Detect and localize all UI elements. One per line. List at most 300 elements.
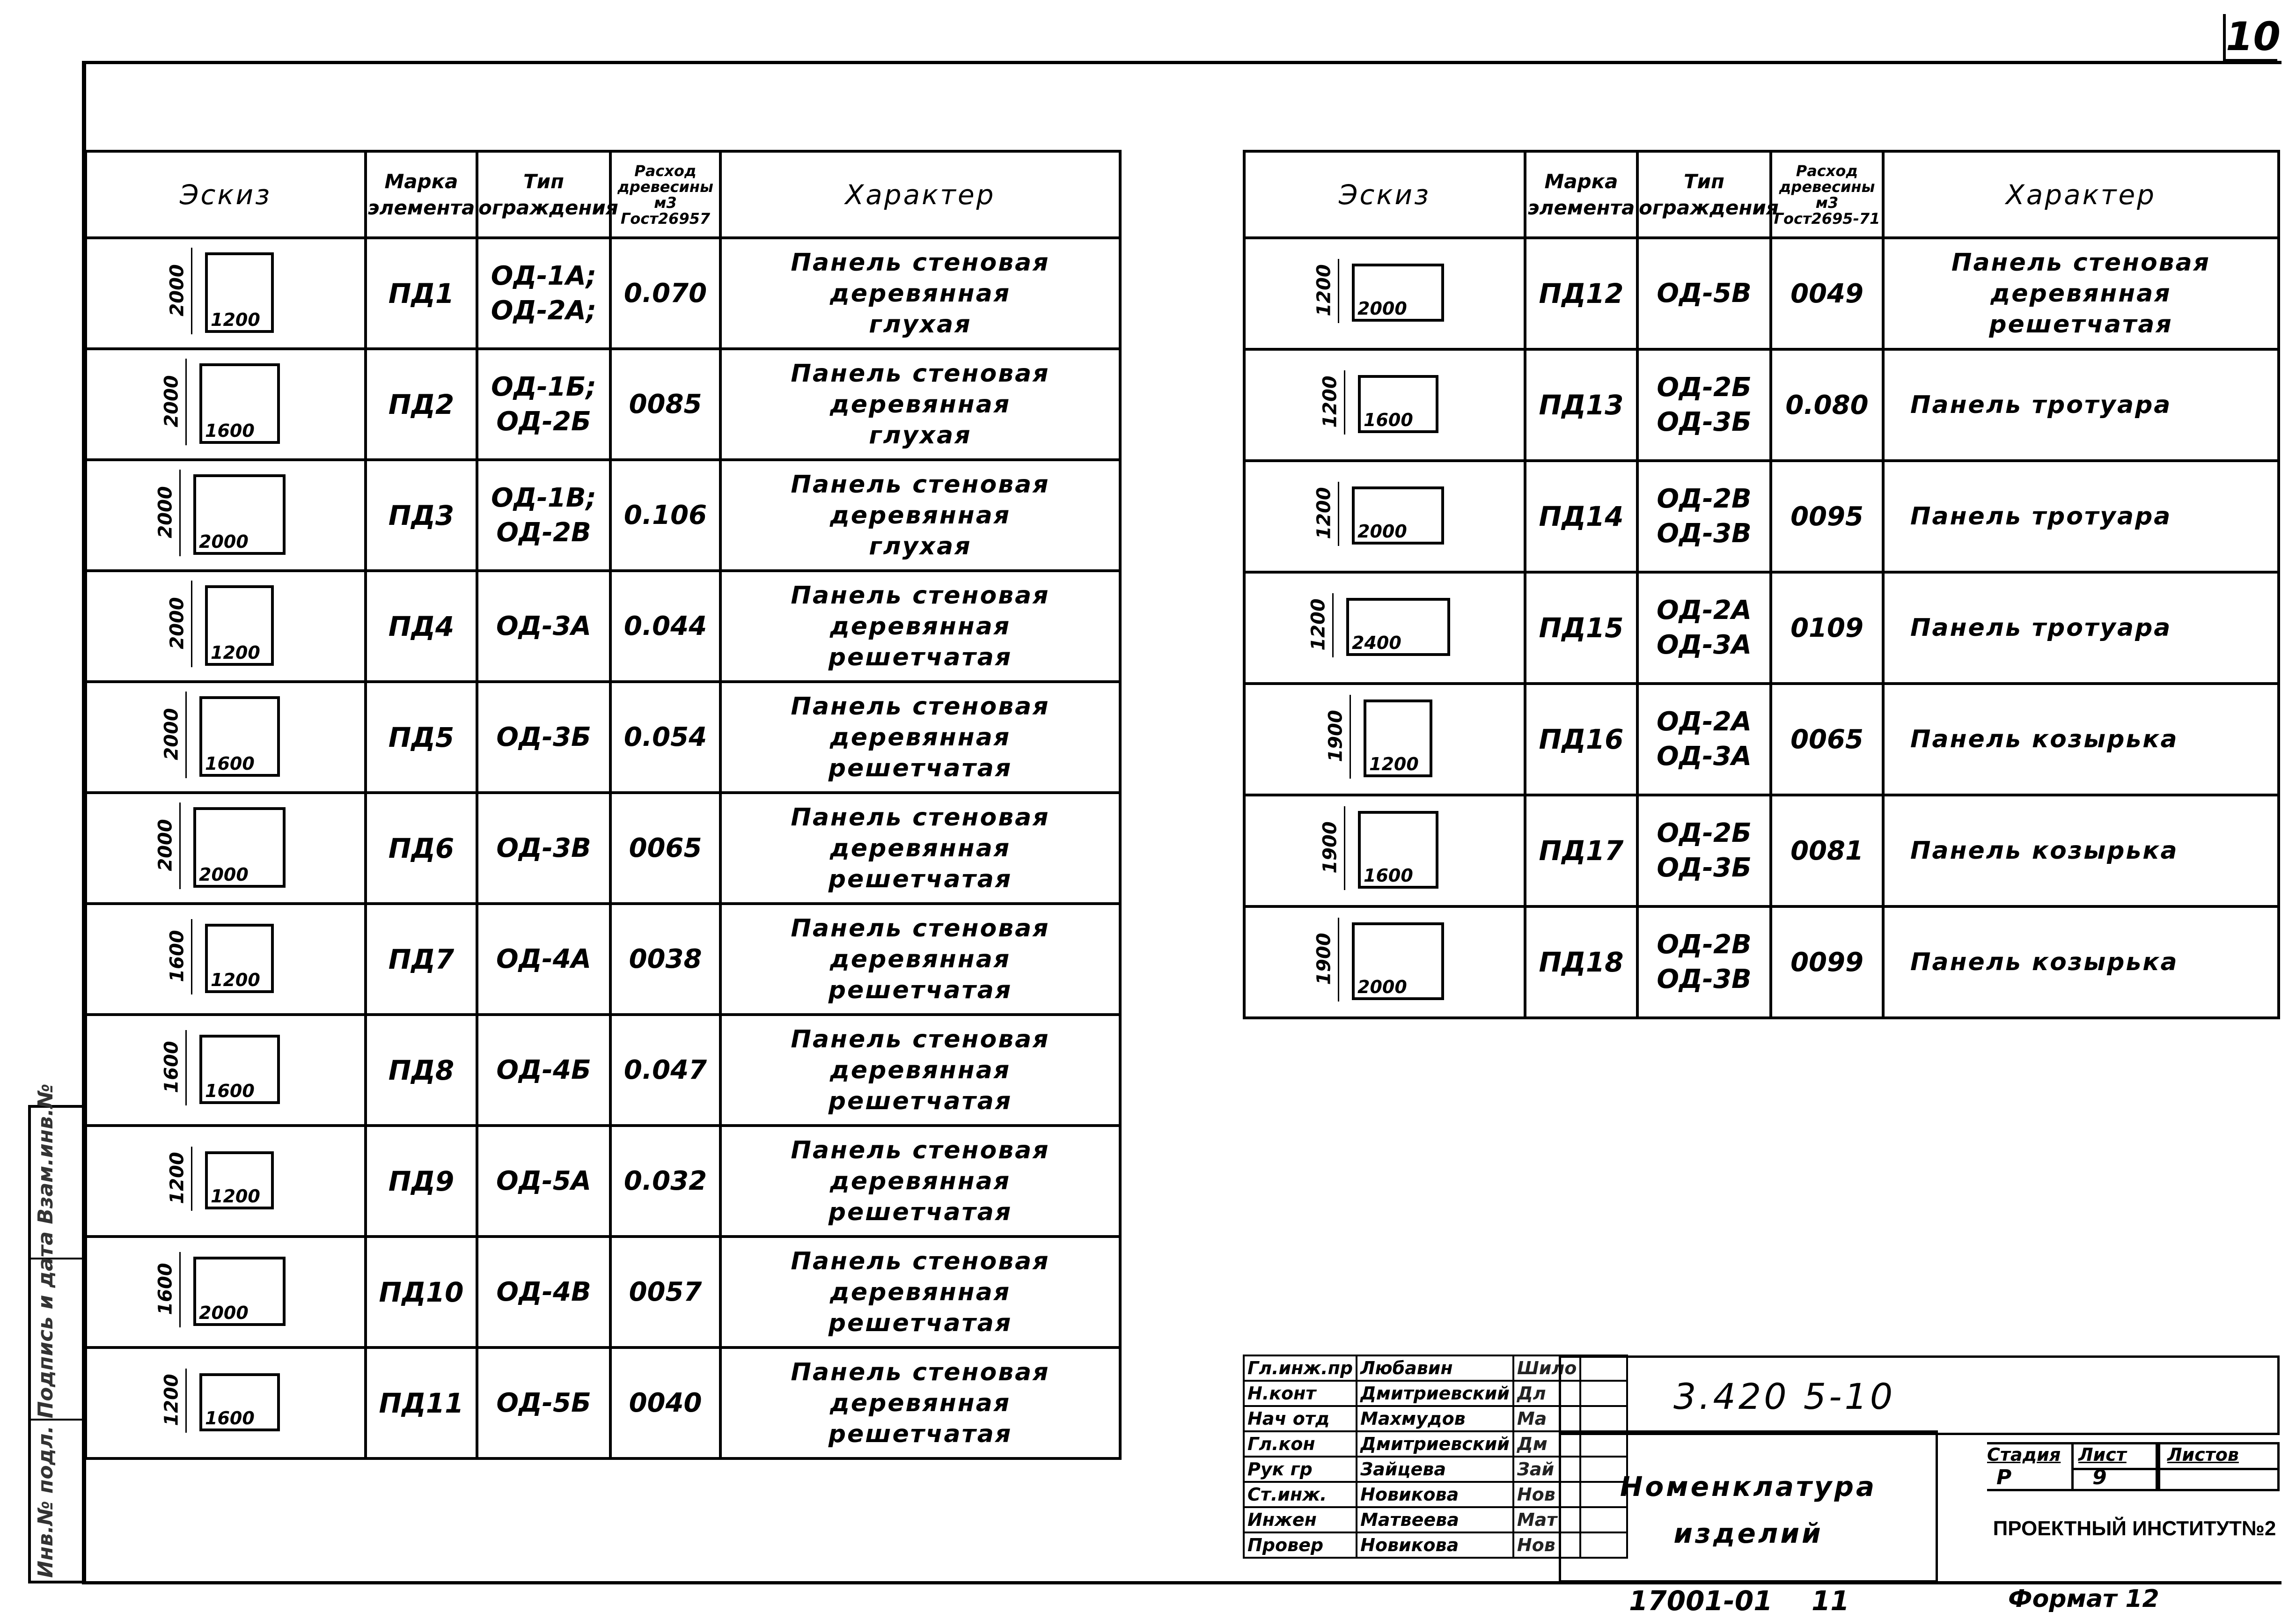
header-consumption <box>610 151 720 238</box>
sketch-width-label: 1200 <box>208 1186 263 1208</box>
sheet-value-cell <box>2071 1465 2160 1491</box>
header-type-line2: ограждения <box>1639 196 1779 219</box>
character-line3: решетчатая <box>828 865 1012 893</box>
table-row <box>86 238 1120 349</box>
character-line1: Панель стеновая <box>791 692 1050 721</box>
consumption-cell: 0065 <box>610 793 720 904</box>
character-cell <box>1883 795 2279 906</box>
sketch-width-label: 2000 <box>196 1303 251 1325</box>
sketch-width-label: 1600 <box>202 753 257 775</box>
character-line2: деревянная <box>829 834 1011 862</box>
type-line1: ОД-2В <box>1657 484 1752 514</box>
sketch-cell <box>1244 572 1525 684</box>
character-line1: Панель стеновая <box>791 470 1050 499</box>
header-consumption-line1: Расход <box>634 162 697 180</box>
table-row <box>86 1126 1120 1237</box>
footer-code: 17001-01 <box>1629 1585 1773 1617</box>
type-cell <box>477 1015 610 1126</box>
table-row <box>86 571 1120 682</box>
table-row <box>1244 572 2279 684</box>
sketch-width-label: 2000 <box>196 864 251 886</box>
type-cell <box>1637 572 1771 684</box>
stamp-signature: Зай <box>1513 1457 1581 1482</box>
type-line1: ОД-1В; <box>491 482 596 513</box>
header-mark <box>1525 151 1637 238</box>
character-line2: деревянная <box>829 279 1011 308</box>
header-mark-line1: Марка <box>384 169 458 193</box>
sketch-cell <box>86 349 366 460</box>
type-cell <box>477 349 610 460</box>
character-line2: деревянная <box>829 1167 1011 1195</box>
type-line1: ОД-2А <box>1656 707 1752 737</box>
type-cell <box>1637 461 1771 572</box>
dimension-line <box>1338 918 1339 1001</box>
stamp-role: Ст.инж. <box>1244 1482 1357 1507</box>
character-cell <box>720 904 1120 1015</box>
character-line2: деревянная <box>829 1278 1011 1306</box>
type-line2: ОД-3В <box>1657 964 1752 994</box>
type-cell <box>477 460 610 571</box>
sheet-label: Лист <box>2078 1444 2127 1465</box>
type-line1: ОД-2Б <box>1657 818 1752 848</box>
consumption-cell: 0065 <box>1771 684 1883 795</box>
header-character: Характер <box>1883 151 2279 238</box>
panel-sketch <box>1246 240 1524 347</box>
sketch-height-label: 1200 <box>166 1152 188 1204</box>
panel-sketch <box>87 1239 364 1345</box>
table-row <box>86 1015 1120 1126</box>
type-line1: ОД-5В <box>1657 278 1752 309</box>
header-type-line1: Тип <box>523 169 565 193</box>
sketch-width-label: 1600 <box>202 420 257 442</box>
mark-cell: ПД12 <box>1525 238 1637 349</box>
header-type <box>1637 151 1779 238</box>
character-cell <box>720 349 1120 460</box>
consumption-cell: 0.070 <box>610 238 720 349</box>
left-spec-table <box>84 150 1122 1460</box>
sketch-height-label: 2000 <box>154 819 176 871</box>
character-line3: решетчатая <box>828 1198 1012 1226</box>
sketch-height-label: 1600 <box>161 1041 183 1093</box>
mark-cell: ПД1 <box>366 238 477 349</box>
type-line1: ОД-4Б <box>496 1054 591 1085</box>
character-cell <box>720 238 1120 349</box>
character-line1: Панель стеновая <box>791 1358 1050 1386</box>
mark-cell: ПД17 <box>1525 795 1637 906</box>
type-line1: ОД-3А <box>496 611 592 641</box>
sketch-cell <box>86 904 366 1015</box>
sketch-cell <box>86 460 366 571</box>
consumption-cell: 0.080 <box>1771 349 1883 461</box>
header-mark <box>366 151 477 238</box>
doc-title-line1: Номенклатура <box>1620 1471 1877 1502</box>
stamp-name: Махмудов <box>1357 1406 1513 1431</box>
sketch-cell <box>86 1348 366 1458</box>
header-type <box>477 151 618 238</box>
sketch-width-label: 1200 <box>208 309 263 331</box>
type-cell <box>477 1237 610 1348</box>
table-row <box>1244 349 2279 461</box>
stamp-role: Нач отд <box>1244 1406 1357 1431</box>
sketch-cell <box>86 238 366 349</box>
dimension-line <box>1344 806 1345 890</box>
mark-cell: ПД18 <box>1525 906 1637 1018</box>
stamp-signature: Нов <box>1513 1532 1581 1558</box>
institute-name: ПРОЕКТНЫЙ ИНСТИТУТ№2 <box>1993 1517 2276 1540</box>
table-row <box>1244 795 2279 906</box>
panel-sketch <box>87 351 364 457</box>
header-sketch: Эскиз <box>1244 151 1525 238</box>
character-line3: глухая <box>869 421 972 449</box>
character-line1: Панель стеновая <box>1951 249 2211 277</box>
sketch-cell <box>86 793 366 904</box>
character-cell <box>720 1237 1120 1348</box>
sketch-height-label: 1900 <box>1319 821 1341 874</box>
dimension-line <box>191 1147 192 1211</box>
stamp-name: Матвеева <box>1357 1507 1513 1532</box>
type-cell <box>1637 795 1771 906</box>
consumption-cell: 0081 <box>1771 795 1883 906</box>
sketch-height-label: 1600 <box>154 1263 176 1315</box>
stamp-role: Гл.инж.пр <box>1244 1355 1357 1381</box>
sketch-width-label: 1200 <box>1366 754 1422 776</box>
consumption-cell: 0040 <box>610 1348 720 1458</box>
table-row <box>86 1237 1120 1348</box>
type-cell <box>477 682 610 793</box>
type-line2: ОД-2В <box>496 517 591 548</box>
stage-value-cell <box>1987 1465 2074 1491</box>
character-line1: Панель козырька <box>1910 837 2179 865</box>
type-line1: ОД-1Б; <box>491 371 596 402</box>
character-line2: деревянная <box>829 390 1011 419</box>
sketch-width-label: 2000 <box>196 531 251 553</box>
panel-sketch <box>87 906 364 1012</box>
type-cell <box>477 904 610 1015</box>
type-cell <box>1637 349 1771 461</box>
dimension-line <box>1332 593 1334 657</box>
sheets-value-cell <box>2156 1465 2280 1491</box>
stamp-name: Зайцева <box>1357 1457 1513 1482</box>
character-cell <box>1883 349 2279 461</box>
type-cell <box>1637 238 1771 349</box>
type-line2: ОД-3А <box>1656 630 1752 660</box>
table-row <box>86 349 1120 460</box>
character-line1: Панель тротуара <box>1910 391 2172 419</box>
stamp-role: Гл.кон <box>1244 1431 1357 1457</box>
character-line3: решетчатая <box>828 976 1012 1004</box>
dimension-line <box>185 1030 187 1105</box>
stamp-signature: Ма <box>1513 1406 1581 1431</box>
consumption-cell: 0.047 <box>610 1015 720 1126</box>
character-cell <box>720 682 1120 793</box>
table-row <box>1244 461 2279 572</box>
dimension-line <box>1344 370 1345 434</box>
character-cell <box>720 460 1120 571</box>
sketch-cell <box>86 1015 366 1126</box>
type-cell <box>477 793 610 904</box>
type-line2: ОД-2Б <box>496 406 591 437</box>
type-line1: ОД-5А <box>496 1165 592 1196</box>
consumption-cell: 0.106 <box>610 460 720 571</box>
sketch-height-label: 1900 <box>1325 710 1347 762</box>
mark-cell: ПД3 <box>366 460 477 571</box>
consumption-cell: 0085 <box>610 349 720 460</box>
character-cell <box>1883 461 2279 572</box>
panel-sketch <box>87 462 364 568</box>
stamp-role: Провер <box>1244 1532 1357 1558</box>
sketch-width-label: 2000 <box>1355 521 1410 543</box>
sketch-height-label: 1200 <box>161 1374 183 1426</box>
character-line1: Панель стеновая <box>791 1136 1050 1164</box>
mark-cell: ПД13 <box>1525 349 1637 461</box>
type-cell <box>1637 684 1771 795</box>
character-line1: Панель козырька <box>1910 725 2179 753</box>
stamp-name: Новикова <box>1357 1532 1513 1558</box>
character-cell <box>720 571 1120 682</box>
panel-sketch <box>1246 463 1524 570</box>
header-consumption-line2: древесины <box>1779 177 1875 196</box>
type-line1: ОД-2Б <box>1657 372 1752 403</box>
sketch-width-label: 1600 <box>202 1408 257 1430</box>
sketch-height-label: 1600 <box>166 930 188 982</box>
type-line1: ОД-1А; <box>491 260 597 291</box>
header-consumption-line3: м3 <box>1815 193 1839 212</box>
stamp-name: Дмитриевский <box>1357 1381 1513 1406</box>
header-consumption-line3: м3 <box>654 193 677 212</box>
type-cell <box>477 238 610 349</box>
header-character: Характер <box>720 151 1120 238</box>
consumption-cell: 0049 <box>1771 238 1883 349</box>
mark-cell: ПД7 <box>366 904 477 1015</box>
margin-text: Инв.№ подл. Подпись и дата Взам.инв.№ <box>34 1083 58 1578</box>
header-consumption-line4: Гост26957 <box>620 209 711 228</box>
doc-code: 3.420 5-10 <box>1673 1376 1896 1417</box>
sketch-width-label: 2000 <box>1355 298 1410 320</box>
stamp-signature: Нов <box>1513 1482 1581 1507</box>
consumption-cell: 0.044 <box>610 571 720 682</box>
doc-title-box <box>1559 1430 1938 1583</box>
table-row <box>86 460 1120 571</box>
mark-cell: ПД9 <box>366 1126 477 1237</box>
mark-cell: ПД8 <box>366 1015 477 1126</box>
header-consumption <box>1771 151 1883 238</box>
panel-sketch <box>87 795 364 901</box>
sketch-height-label: 1200 <box>1307 598 1329 651</box>
dimension-line <box>1350 695 1351 779</box>
sketch-height-label: 2000 <box>166 597 188 649</box>
dimension-line <box>179 470 181 556</box>
stamp-role: Рук гр <box>1244 1457 1357 1482</box>
sketch-width-label: 1600 <box>202 1081 257 1103</box>
sketch-height-label: 1200 <box>1319 376 1341 428</box>
stage-value: Р <box>1996 1465 2012 1489</box>
character-cell <box>1883 238 2279 349</box>
dimension-line <box>179 1252 181 1327</box>
sketch-height-label: 2000 <box>161 708 183 760</box>
table-row <box>1244 238 2279 349</box>
sketch-width-label: 1600 <box>1361 410 1416 432</box>
type-line2: ОД-2А; <box>491 295 597 326</box>
mark-cell: ПД11 <box>366 1348 477 1458</box>
sketch-cell <box>1244 461 1525 572</box>
type-cell <box>1637 906 1771 1018</box>
type-line2: ОД-3В <box>1657 518 1752 549</box>
dimension-line <box>1338 482 1339 546</box>
sketch-height-label: 1200 <box>1313 487 1335 539</box>
character-line3: решетчатая <box>828 643 1012 671</box>
sketch-width-label: 1600 <box>1361 865 1416 887</box>
type-line2: ОД-3Б <box>1657 407 1752 437</box>
panel-sketch <box>87 1350 364 1456</box>
panel-sketch <box>87 1017 364 1123</box>
footer-format: Формат 12 <box>2008 1585 2159 1613</box>
dimension-line <box>179 803 181 889</box>
character-line1: Панель стеновая <box>791 581 1050 610</box>
type-line1: ОД-4А <box>496 943 592 974</box>
character-line1: Панель стеновая <box>791 248 1050 277</box>
consumption-cell: 0109 <box>1771 572 1883 684</box>
sketch-cell <box>1244 684 1525 795</box>
doc-title-line2: изделий <box>1673 1517 1823 1549</box>
sketch-cell <box>86 571 366 682</box>
header-type-line2: ограждения <box>478 196 618 219</box>
mark-cell: ПД16 <box>1525 684 1637 795</box>
right-spec-table <box>1243 150 2280 1019</box>
panel-sketch <box>87 240 364 346</box>
mark-cell: ПД5 <box>366 682 477 793</box>
type-line1: ОД-5Б <box>496 1387 591 1418</box>
sheets-label: Листов <box>2167 1444 2239 1465</box>
consumption-cell: 0057 <box>610 1237 720 1348</box>
panel-sketch <box>1246 909 1524 1016</box>
type-line2: ОД-3Б <box>1657 853 1752 883</box>
character-line3: решетчатая <box>828 1309 1012 1337</box>
character-line1: Панель стеновая <box>791 914 1050 943</box>
mark-cell: ПД2 <box>366 349 477 460</box>
footer-number: 11 <box>1812 1585 1849 1617</box>
type-line1: ОД-2В <box>1657 929 1752 960</box>
stamp-signature: Мат <box>1513 1507 1581 1532</box>
type-cell <box>477 571 610 682</box>
panel-sketch <box>1246 797 1524 904</box>
dimension-line <box>185 1369 187 1433</box>
right-header-row <box>1244 151 2279 238</box>
character-line3: глухая <box>869 532 972 560</box>
table-row <box>86 1348 1120 1458</box>
stamp-role: Инжен <box>1244 1507 1357 1532</box>
sketch-cell <box>1244 906 1525 1018</box>
mark-cell: ПД15 <box>1525 572 1637 684</box>
sketch-cell <box>1244 238 1525 349</box>
character-line1: Панель стеновая <box>791 1247 1050 1275</box>
mark-cell: ПД14 <box>1525 461 1637 572</box>
mark-cell: ПД4 <box>366 571 477 682</box>
mark-cell: ПД10 <box>366 1237 477 1348</box>
sketch-width-label: 2000 <box>1355 977 1410 999</box>
header-consumption-line2: древесины <box>617 177 713 196</box>
dimension-line <box>191 581 192 667</box>
character-cell <box>720 1126 1120 1237</box>
header-mark-line2: элемента <box>1527 196 1635 219</box>
character-line1: Панель тротуара <box>1910 502 2172 530</box>
dimension-line <box>185 692 187 778</box>
sketch-width-label: 2400 <box>1349 633 1404 655</box>
mark-cell: ПД6 <box>366 793 477 904</box>
consumption-cell: 0.032 <box>610 1126 720 1237</box>
character-line3: глухая <box>869 310 972 339</box>
dimension-line <box>1338 259 1339 323</box>
sketch-height-label: 2000 <box>154 486 176 538</box>
panel-sketch <box>1246 686 1524 793</box>
character-line2: деревянная <box>829 945 1011 973</box>
sketch-width-label: 1200 <box>208 642 263 664</box>
doc-code-box <box>1559 1355 2280 1435</box>
character-line1: Панель стеновая <box>791 803 1050 832</box>
character-line1: Панель тротуара <box>1910 614 2172 642</box>
sketch-height-label: 1200 <box>1313 264 1335 317</box>
header-mark-line1: Марка <box>1544 169 1618 193</box>
sketch-cell <box>1244 349 1525 461</box>
sketch-cell <box>1244 795 1525 906</box>
character-cell <box>1883 684 2279 795</box>
character-line1: Панель стеновая <box>791 1025 1050 1053</box>
sheet-value: 9 <box>2092 1465 2107 1489</box>
left-header-row <box>86 151 1120 238</box>
table-row <box>86 682 1120 793</box>
type-cell <box>477 1348 610 1458</box>
type-cell <box>477 1126 610 1237</box>
character-cell <box>720 1015 1120 1126</box>
consumption-cell: 0095 <box>1771 461 1883 572</box>
dimension-line <box>185 359 187 445</box>
table-row <box>1244 684 2279 795</box>
panel-sketch <box>1246 352 1524 458</box>
panel-sketch <box>87 573 364 679</box>
character-line1: Панель стеновая <box>791 359 1050 388</box>
header-consumption-line1: Расход <box>1796 162 1858 180</box>
character-cell <box>1883 572 2279 684</box>
character-line3: решетчатая <box>1989 310 2173 339</box>
stamp-name: Дмитриевский <box>1357 1431 1513 1457</box>
character-line2: деревянная <box>829 1056 1011 1084</box>
stamp-signature: Дл <box>1513 1381 1581 1406</box>
panel-sketch <box>1246 574 1524 681</box>
header-consumption-line4: Гост2695-71 <box>1774 209 1880 228</box>
character-line2: деревянная <box>829 723 1011 751</box>
character-line2: деревянная <box>829 612 1011 641</box>
type-line1: ОД-4В <box>496 1276 591 1307</box>
character-line1: Панель козырька <box>1910 948 2179 976</box>
stage-label: Стадия <box>1987 1444 2061 1465</box>
consumption-cell: 0.054 <box>610 682 720 793</box>
table-row <box>1244 906 2279 1018</box>
type-line2: ОД-3А <box>1656 741 1752 772</box>
sketch-cell <box>86 1126 366 1237</box>
sketch-height-label: 2000 <box>161 375 183 427</box>
character-line3: решетчатая <box>828 754 1012 782</box>
character-cell <box>1883 906 2279 1018</box>
character-cell <box>720 793 1120 904</box>
character-line2: деревянная <box>829 501 1011 530</box>
sketch-width-label: 1200 <box>208 970 263 992</box>
panel-sketch <box>87 684 364 790</box>
sketch-cell <box>86 682 366 793</box>
stage-header <box>1987 1442 2071 1468</box>
character-line3: решетчатая <box>828 1420 1012 1448</box>
consumption-cell: 0038 <box>610 904 720 1015</box>
header-mark-line2: элемента <box>367 196 475 219</box>
stamp-signature: Дм <box>1513 1431 1581 1457</box>
